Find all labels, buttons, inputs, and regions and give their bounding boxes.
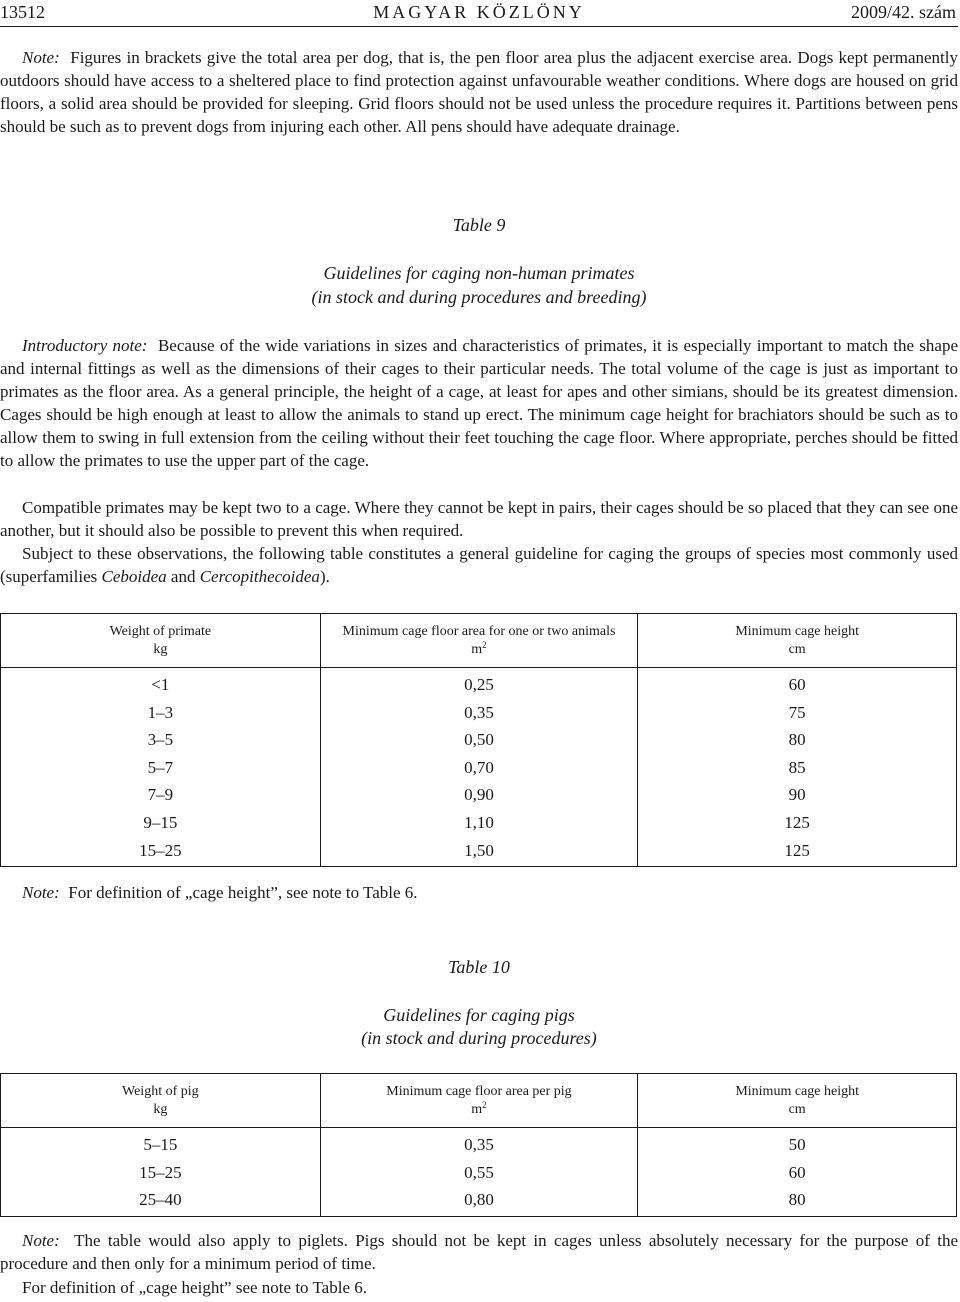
note-text: Figures in brackets give the total area per dog, that is, the pen floor area plus the adjacent exercise area. Dogs kept permanently outdoors should have access to a sheltered place to find protection against unfavourable weather conditions. Where dogs are housed on grid floors, a solid area should be provided for sleeping. Grid floors should not be used unless the procedure requires it. Partitions between pens should be such as to prevent dogs from injuring each other. All pens should have adequate drainage.	[0, 48, 959, 136]
height-cell: 125	[638, 837, 957, 867]
weight-cell: 9–15	[1, 809, 321, 837]
floor-area-cell: 0,80	[320, 1186, 638, 1216]
table-row	[1, 699, 957, 727]
note-label: Note:	[22, 883, 60, 902]
floor-area-cell: 1,50	[320, 837, 638, 867]
table-header-row	[1, 614, 957, 668]
table9-title-line1: Guidelines for caging non-human primates	[323, 263, 635, 283]
page-number: 13512	[0, 2, 45, 22]
dog-note-paragraph	[0, 46, 958, 138]
height-cell: 80	[638, 1186, 957, 1216]
pig-caging-table	[0, 1073, 957, 1217]
column-header-height: Minimum cage height cm	[638, 1074, 957, 1128]
table-row	[1, 668, 957, 699]
running-header	[0, 0, 958, 27]
table9-number: Table 9	[452, 215, 506, 235]
table-row	[1, 837, 957, 867]
weight-cell: 5–15	[1, 1128, 321, 1159]
table9-paragraph-3	[0, 542, 958, 588]
table9-paragraph-2: Compatible primates may be kept two to a cage. Where they cannot be kept in pairs, their cages should be so placed that they can see one another, but it should also be possible to prevent this when required.	[0, 498, 958, 540]
column-header-weight: Weight of primate kg	[1, 614, 321, 668]
height-cell: 50	[638, 1128, 957, 1159]
table9-note	[22, 881, 958, 904]
floor-area-cell: 0,50	[320, 726, 638, 754]
table9-title-line2: (in stock and during procedures and breeding)	[311, 287, 647, 307]
table10-note	[0, 1229, 958, 1275]
floor-area-cell: 0,35	[320, 699, 638, 727]
para3-start: Subject to these observations, the following table constitutes a general guideline for caging the groups of species most commonly used (superfamilies	[0, 544, 958, 586]
height-cell: 75	[638, 699, 957, 727]
height-cell: 125	[638, 809, 957, 837]
taxon-cercopithecoidea: Cercopithecoidea	[199, 567, 320, 586]
table10-title-line1: Guidelines for caging pigs	[383, 1005, 575, 1025]
taxon-ceboidea: Ceboidea	[101, 567, 167, 586]
column-header-floor-area: Minimum cage floor area per pig $m^2$	[320, 1074, 638, 1128]
floor-area-cell: 0,90	[320, 781, 638, 809]
floor-area-cell: 0,70	[320, 754, 638, 782]
weight-cell: 5–7	[1, 754, 321, 782]
column-header-height: Minimum cage height cm	[638, 614, 957, 668]
floor-area-cell: 0,25	[320, 668, 638, 699]
floor-area-cell: 1,10	[320, 809, 638, 837]
height-cell: 60	[638, 1159, 957, 1187]
table10-title-line2: (in stock and during procedures)	[361, 1028, 597, 1048]
weight-cell: 3–5	[1, 726, 321, 754]
table-row	[1, 809, 957, 837]
note-label: Note:	[22, 1231, 60, 1250]
weight-cell: 1–3	[1, 699, 321, 727]
table-row	[1, 1159, 957, 1187]
note-text: The table would also apply to piglets. Pigs should not be kept in cages unless absolutely necessary for the purpose of the procedure and then only for a minimum period of time.	[0, 1231, 958, 1273]
weight-cell: 7–9	[1, 781, 321, 809]
weight-cell: <1	[1, 668, 321, 699]
height-cell: 85	[638, 754, 957, 782]
table-row	[1, 754, 957, 782]
floor-area-cell: 0,35	[320, 1128, 638, 1159]
table-header-row	[1, 1074, 957, 1128]
table10-number: Table 10	[448, 957, 510, 977]
column-header-floor-area: Minimum cage floor area for one or two animals $m^2$	[320, 614, 638, 668]
table-row	[1, 1186, 957, 1216]
weight-cell: 15–25	[1, 837, 321, 867]
table-row	[1, 726, 957, 754]
para3-and: and	[166, 567, 200, 586]
note-label: Note:	[22, 48, 60, 67]
issue-number: 2009/42. szám	[851, 2, 956, 22]
height-cell: 60	[638, 668, 957, 699]
journal-title: MAGYAR KÖZLÖNY	[373, 2, 585, 22]
para3-end: ).	[319, 567, 330, 586]
table-row	[1, 781, 957, 809]
intro-text: Because of the wide variations in sizes and characteristics of primates, it is especially important to match the shape and internal fittings as well as the dimensions of their cages to their particular needs. The total volume of the cage is just as important to primates as the floor area. As a general principle, the height of a cage, at least for apes and other simians, should be its greatest dimension. Cages should be high enough at least to allow the animals to stand up erect. The minimum cage height for brachiators should be such as to allow them to swing in full extension from the ceiling without their feet touching the cage floor. Where appropriate, perches should be fitted to allow the primates to use the upper part of the cage.	[0, 336, 959, 470]
intro-label: Introductory note:	[22, 336, 148, 355]
weight-cell: 15–25	[1, 1159, 321, 1187]
floor-area-cell: 0,55	[320, 1159, 638, 1187]
column-header-weight: Weight of pig kg	[1, 1074, 321, 1128]
primate-caging-table	[0, 613, 957, 867]
height-cell: 90	[638, 781, 957, 809]
table10-note-2: For definition of „cage height” see note to Table 6.	[22, 1278, 367, 1297]
weight-cell: 25–40	[1, 1186, 321, 1216]
note-text: For definition of „cage height”, see note to Table 6.	[68, 883, 418, 902]
table9-intro-paragraph	[0, 334, 958, 472]
table-row	[1, 1128, 957, 1159]
height-cell: 80	[638, 726, 957, 754]
